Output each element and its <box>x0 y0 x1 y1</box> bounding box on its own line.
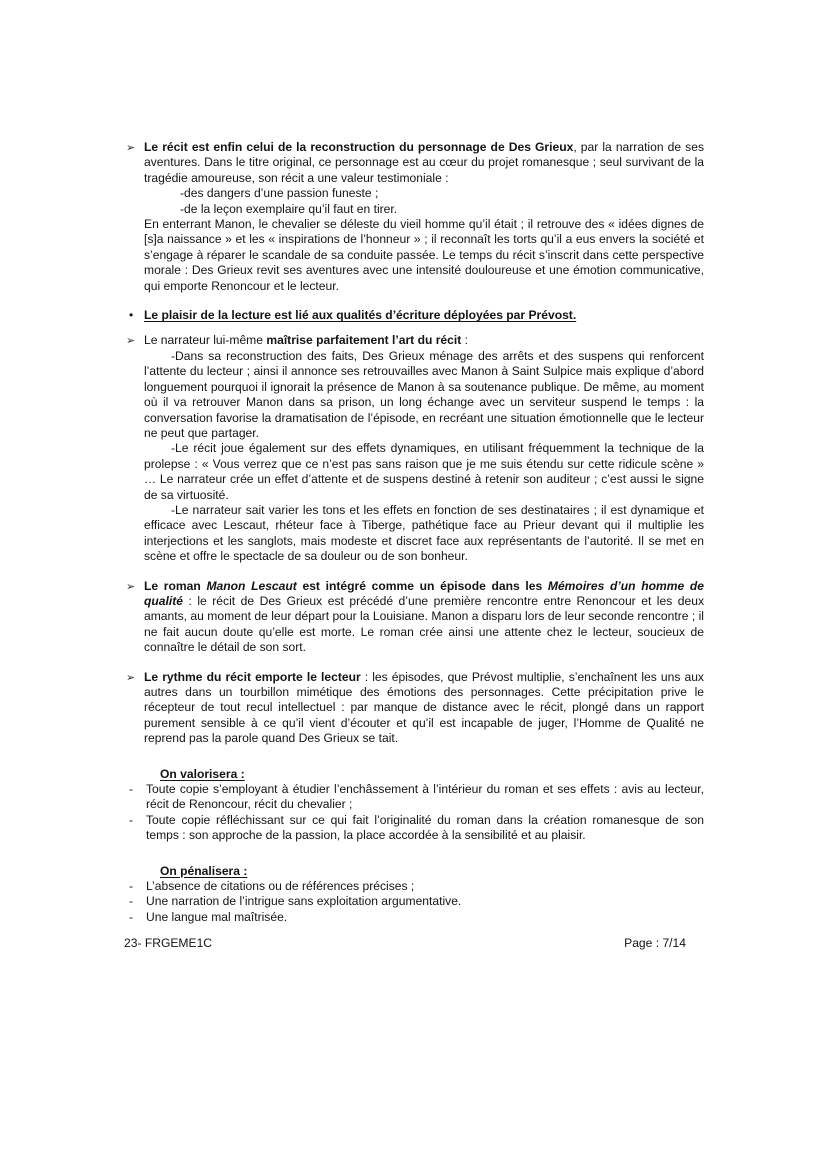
bullet-item-manon-lescaut <box>124 579 704 656</box>
lead-rest-reconstruction: , par la narration de ses aventures. Dans le titre original, ce personnage est au cœur du projet romanesque ; seul survivant de la tragédie amoureuse, son récit a une valeur testimoniale : <box>144 140 704 185</box>
footer-page-number: Page : 7/14 <box>624 936 686 950</box>
heading-on-valorisera-text: On valorisera : <box>160 766 245 781</box>
spacer <box>124 844 704 864</box>
list-item-penalisera-1 <box>124 879 704 894</box>
footer-subject-code: 23- FRGEME1C <box>124 936 213 950</box>
spacer <box>124 294 704 308</box>
lead-narrateur <box>144 333 704 348</box>
lead-narrateur-plain: Le narrateur lui-même <box>144 333 267 348</box>
dash-bullet-icon: - <box>129 782 133 797</box>
paragraph-reconstruction-faits: -Dans sa reconstruction des faits, Des Grieux ménage des arrêts et des suspens qui renforcent l’attente du lecteur ; ainsi il annonce ses retrouvailles avec Manon à Saint Sulpice mais explique d’abord longuement pourquoi il ignorait la présence de Manon à sa soutenance publique. De même, au moment où il va retrouver Manon dans sa prison, un long échange avec un serviteur suspend le temps : la conversation favorise la dramatisation de l’épisode, en recréant une situation émotionnelle que le lecteur ne peut que partager. <box>144 348 704 440</box>
list-item-penalisera-1-text: L’absence de citations ou de références précises ; <box>146 879 415 894</box>
paragraph-enterrant-manon: En enterrant Manon, le chevalier se déleste du vieil homme qu’il était ; il retrouve des « idées dignes de [s]a naissance » et les « inspirations de l’honneur » ; il reconnaît les torts qu’il a eus envers la société et s’engage à réparer le scandale de sa conduite passée. Le temps du récit s’inscrit dans cette perspective morale : Des Grieux revit ses aventures avec une intensité douloureuse et une émotion communicative, qui emporte Renoncour et le lecteur. <box>144 217 704 293</box>
paragraph-manon-lescaut <box>144 579 704 656</box>
dash-bullet-icon: - <box>129 879 133 894</box>
heading-plaisir-lecture <box>144 308 704 323</box>
page-content <box>124 140 704 925</box>
arrow-bullet-icon: ➢ <box>126 334 136 348</box>
list-item-penalisera-3 <box>124 910 704 925</box>
lead-bold-reconstruction: Le récit est enfin celui de la reconstruction du personnage de Des Grieux <box>144 140 574 154</box>
list-item-penalisera-3-text: Une langue mal maîtrisée. <box>146 909 288 924</box>
rythme-rest: : les épisodes, que Prévost multiplie, s’enchaînent les uns aux autres dans un tourbillon mimétique des émotions des personnages. Cette précipitation prive le récepteur de tout recul intellectuel : par manque de distance avec le récit, plongé dans un rapport purement sensible à ce qu’il vient d’écouter et qu’il est incapable de juger, l’Homme de Qualité ne reprend pas la parole quand Des Grieux se tait. <box>144 669 704 746</box>
bullet-item-narrateur <box>124 333 704 564</box>
dot-bullet-icon: • <box>129 308 134 323</box>
manon-rest: : le récit de Des Grieux est précédé d’une première rencontre entre Renoncour et les deux amants, au moment de leur départ pour la Louisiane. Manon a disparu lors de leur seconde rencontre ; il ne fait aucun doute qu’elle est morte. Le roman crée ainsi une attente chez le lecteur, soucieux de connaître le détail de son sort. <box>144 593 704 655</box>
sub-line-lecon: -de la leçon exemplaire qu’il faut en tirer. <box>180 201 398 216</box>
paragraph-reconstruction <box>144 140 704 186</box>
manon-lead-2: est intégré comme un épisode dans les <box>296 578 548 593</box>
spacer <box>124 565 704 579</box>
bullet-item-plaisir-lecture <box>124 308 704 323</box>
dash-bullet-icon: - <box>129 812 133 827</box>
manon-lead-1: Le roman <box>144 578 207 593</box>
title-memoires-homme-qualite: Mémoires d’un homme de qualité <box>144 578 705 608</box>
dash-bullet-icon: - <box>129 909 133 924</box>
heading-on-penalisera-text: On pénalisera : <box>160 863 248 878</box>
dash-bullet-icon: - <box>129 894 133 909</box>
paragraph-effets-dynamiques: -Le récit joue également sur des effets dynamiques, en utilisant fréquemment la technique de la prolepse : « Vous verrez que ce n’est pas sans raison que je me suis étendu sur cette ridicule scène » … Le narrateur crée un effet d’attente et de suspens destiné à retenir son auditeur ; c’est aussi le signe de sa virtuosité. <box>144 441 704 502</box>
spacer <box>124 747 704 767</box>
bullet-item-reconstruction <box>124 140 704 294</box>
spacer <box>124 656 704 670</box>
spacer <box>124 323 704 333</box>
paragraph-rythme <box>144 670 704 747</box>
list-item-valorisera-2 <box>124 813 704 844</box>
title-manon-lescaut: Manon Lescaut <box>206 578 297 593</box>
list-item-penalisera-2-text: Une narration de l’intrigue sans exploitation argumentative. <box>146 894 462 909</box>
page-footer <box>124 936 704 951</box>
list-item-valorisera-1-text: Toute copie s’employant à étudier l’enchâssement à l’intérieur du roman et ses effets : avis au lecteur, récit de Renoncour, récit du chevalier ; <box>146 782 704 812</box>
paragraph-varier-tons: -Le narrateur sait varier les tons et les effets en fonction de ses destinataires ; il est dynamique et efficace avec Lescaut, rhéteur face à Tiberge, pathétique face au Prieur devant qui il multiplie les interjections et les sanglots, mais modeste et discret face aux représentants de l’autorité. Il se met en scène et offre le spectacle de sa douleur ou de son bonheur. <box>144 502 704 564</box>
sub-line-dangers: -des dangers d’une passion funeste ; <box>180 186 379 201</box>
bullet-item-rythme <box>124 670 704 747</box>
lead-narrateur-tail: : <box>461 333 468 348</box>
lead-narrateur-bold: maîtrise parfaitement l’art du récit <box>266 333 462 348</box>
arrow-bullet-icon: ➢ <box>126 579 136 593</box>
list-item-valorisera-1 <box>124 782 704 813</box>
heading-plaisir-lecture-text: Le plaisir de la lecture est lié aux qualités d’écriture déployées par Prévost. <box>144 308 577 323</box>
arrow-bullet-icon: ➢ <box>126 670 136 684</box>
rythme-lead-bold: Le rythme du récit emporte le lecteur <box>144 669 361 684</box>
arrow-bullet-icon: ➢ <box>126 141 136 154</box>
list-item-penalisera-2 <box>124 894 704 909</box>
heading-on-valorisera <box>124 767 704 782</box>
heading-on-penalisera <box>124 864 704 879</box>
list-item-valorisera-2-text: Toute copie réfléchissant sur ce qui fait l’originalité du roman dans la création romanesque de son temps : son approche de la passion, la place accordée à la sensibilité et au plaisir. <box>146 812 704 843</box>
